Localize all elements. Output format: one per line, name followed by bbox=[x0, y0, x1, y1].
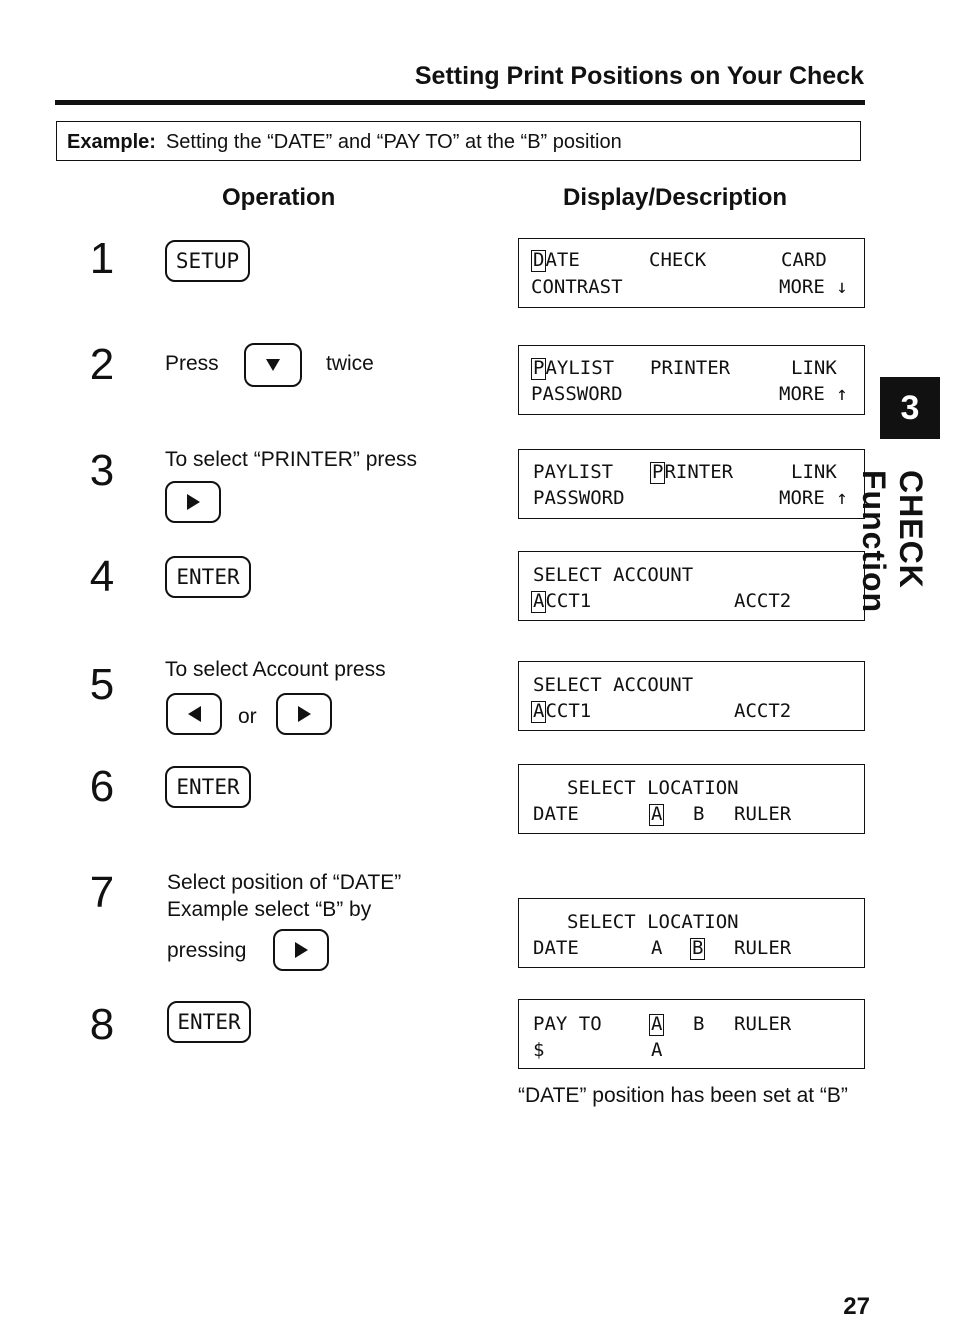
lcd-display: SELECT LOCATION DATE A B RULER bbox=[518, 764, 865, 834]
step-number: 7 bbox=[89, 868, 115, 917]
example-box bbox=[56, 121, 861, 161]
step-text: Press bbox=[165, 352, 219, 375]
page-title: Setting Print Positions on Your Check bbox=[414, 62, 864, 90]
enter-key: ENTER bbox=[167, 1001, 251, 1043]
right-arrow-key-icon bbox=[295, 942, 308, 958]
step-number: 8 bbox=[89, 1000, 115, 1049]
operation-heading: Operation bbox=[222, 184, 336, 211]
setup-key: SETUP bbox=[165, 240, 250, 282]
step-number: 2 bbox=[89, 340, 115, 389]
left-arrow-key bbox=[166, 693, 222, 735]
step-text: Select position of “DATE” bbox=[167, 871, 402, 894]
lcd-display: PAYLIST PRINTER LINK PASSWORD MORE ↑ bbox=[518, 345, 865, 415]
down-arrow-key bbox=[244, 343, 302, 387]
step-text: To select “PRINTER” press bbox=[165, 448, 418, 471]
step-text: Example select “B” by bbox=[167, 898, 372, 921]
step-text: pressing bbox=[167, 939, 247, 962]
chapter-label: CHECK Function bbox=[856, 470, 929, 614]
title-rule bbox=[55, 100, 865, 105]
step-number: 4 bbox=[89, 552, 115, 601]
enter-key: ENTER bbox=[165, 556, 251, 598]
lcd-display: SELECT LOCATION DATE A B RULER bbox=[518, 898, 865, 968]
display-heading: Display/Description bbox=[563, 184, 788, 211]
right-arrow-key bbox=[165, 481, 221, 523]
step-text: or bbox=[238, 705, 257, 728]
lcd-display: PAY TO A B RULER $ A bbox=[518, 999, 865, 1069]
result-description: “DATE” position has been set at “B” bbox=[518, 1084, 848, 1107]
step-number: 3 bbox=[89, 446, 115, 495]
step-text: To select Account press bbox=[165, 658, 386, 681]
enter-key: ENTER bbox=[165, 766, 251, 808]
step-number: 1 bbox=[89, 234, 115, 283]
step-number: 6 bbox=[89, 762, 115, 811]
chapter-tab: 3 bbox=[880, 377, 940, 439]
right-arrow-key bbox=[276, 693, 332, 735]
right-arrow-key-icon bbox=[298, 706, 311, 722]
lcd-display: SELECT ACCOUNT ACCT1 ACCT2 bbox=[518, 661, 865, 731]
left-arrow-key-icon bbox=[188, 706, 201, 722]
example-label: Example: bbox=[67, 131, 156, 153]
page-number: 27 bbox=[843, 1293, 870, 1320]
lcd-display: PAYLIST PRINTER LINK PASSWORD MORE ↑ bbox=[518, 449, 865, 519]
example-text: Setting the “DATE” and “PAY TO” at the “B” position bbox=[165, 131, 622, 153]
step-number: 5 bbox=[89, 660, 115, 709]
down-arrow-key-icon bbox=[266, 359, 280, 371]
right-arrow-key-icon bbox=[187, 494, 200, 510]
step-text: twice bbox=[326, 352, 374, 375]
right-arrow-key bbox=[273, 929, 329, 971]
lcd-display: DATE CHECK CARD CONTRAST MORE ↓ bbox=[518, 238, 865, 308]
lcd-display: SELECT ACCOUNT ACCT1 ACCT2 bbox=[518, 551, 865, 621]
